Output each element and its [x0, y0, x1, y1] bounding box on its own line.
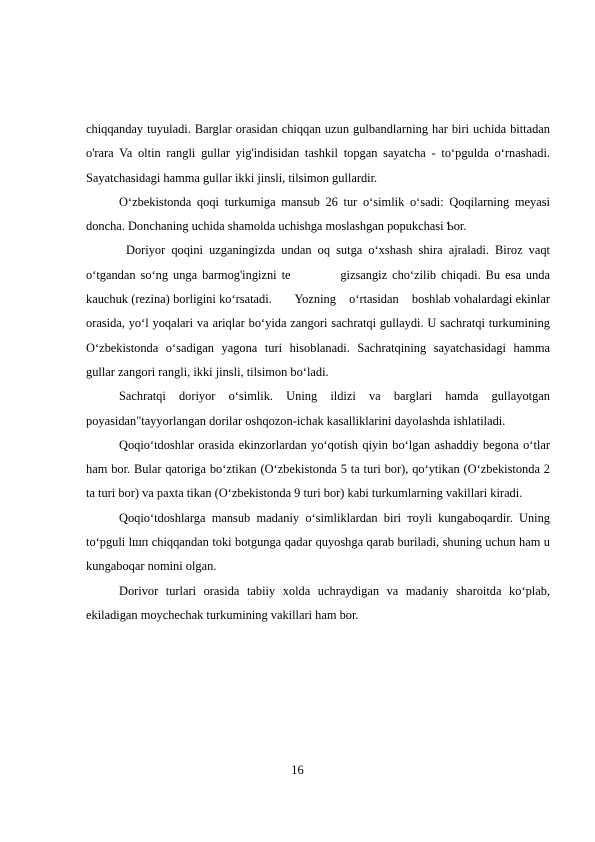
paragraph-7: Dorivor turlari orasida tabiiy xolda uchraydigan va madaniy sharoitda ko‘plab, ekiladigan moychechak turkumining vakillari ham bor.	[86, 583, 550, 622]
paragraph-1: chiqqanday tuyuladi. Barglar orasidan chiqqan uzun gulbandlarning har biri uchida bittadan o'rara Va oltin rangli gullar yig'indisidan tashkil topgan sayatcha - to‘pgulda o‘rnashadi. Sayatchasidagi hamma gullar ikki jinsli, tilsimon gullardir.	[86, 122, 550, 185]
paragraph-6: Qoqio‘tdoshlarga mansub madaniy o‘simliklardan biri тoyli kungaboqardir. Uning to‘pguli lшп chiqqandan toki botgunga qadar quyoshga qarab buriladi, shuning uchun ham u kungaboqar nomini olgan.	[86, 510, 550, 574]
paragraph-5: Qoqio‘tdoshlar orasida ekinzorlardan yo‘qotish qiyin bo‘lgan ashaddiy begona o‘tlar ham bor. Bular qatoriga bo‘ztikan (O‘zbekistonda 5 ta turi bor), qo‘ytikan (O‘zbekistonda 2 ta turi bor) va paxta tikan (O‘zbekistonda 9 turi bor) kabi turkumlarning vakillari kiradi.	[86, 437, 550, 501]
paragraph-4: Sachratqi doriyor o‘simlik. Uning ildizi va barglari hamda gullayotgan poyasidan"tayyorlangan dorilar oshqozon-ichak kasalliklarini dayolashda ishlatiladi.	[86, 389, 550, 428]
paragraph-2: O‘zbekistonda qoqi turkumiga mansub 26 tur o‘simlik o‘sadi: Qoqilarning meyasi doncha. Donchaning uchida shamolda uchishga moslashgan popukchasi Ƅor.	[86, 194, 550, 234]
document-body	[86, 117, 554, 627]
page-number: 16	[291, 763, 304, 777]
paragraph-3: Doriyor qoqini uzganingizda undan oq sutga o‘xshash shira ajraladi. Biroz vaqt o‘tgandan so‘ng unga barmog'ingizni te gizsangiz cho‘zilib chiqadi. Bu esa unda kauchuk (rezina) borligini ko‘rsatadi. Yozning o‘rtasidan boshlab vohalardagi ekinlar orasida, yo‘l yoqalari va ariqlar bo‘yida zangori sachratqi gullaydi. U sachratqi turkumining O‘zbekistonda o‘sadigan yagona turi hisoblanadi. Sachratqining sayatchasidagi hamma gullar zangori rangli, ikki jinsli, tilsimon bo‘ladi.	[86, 243, 554, 379]
